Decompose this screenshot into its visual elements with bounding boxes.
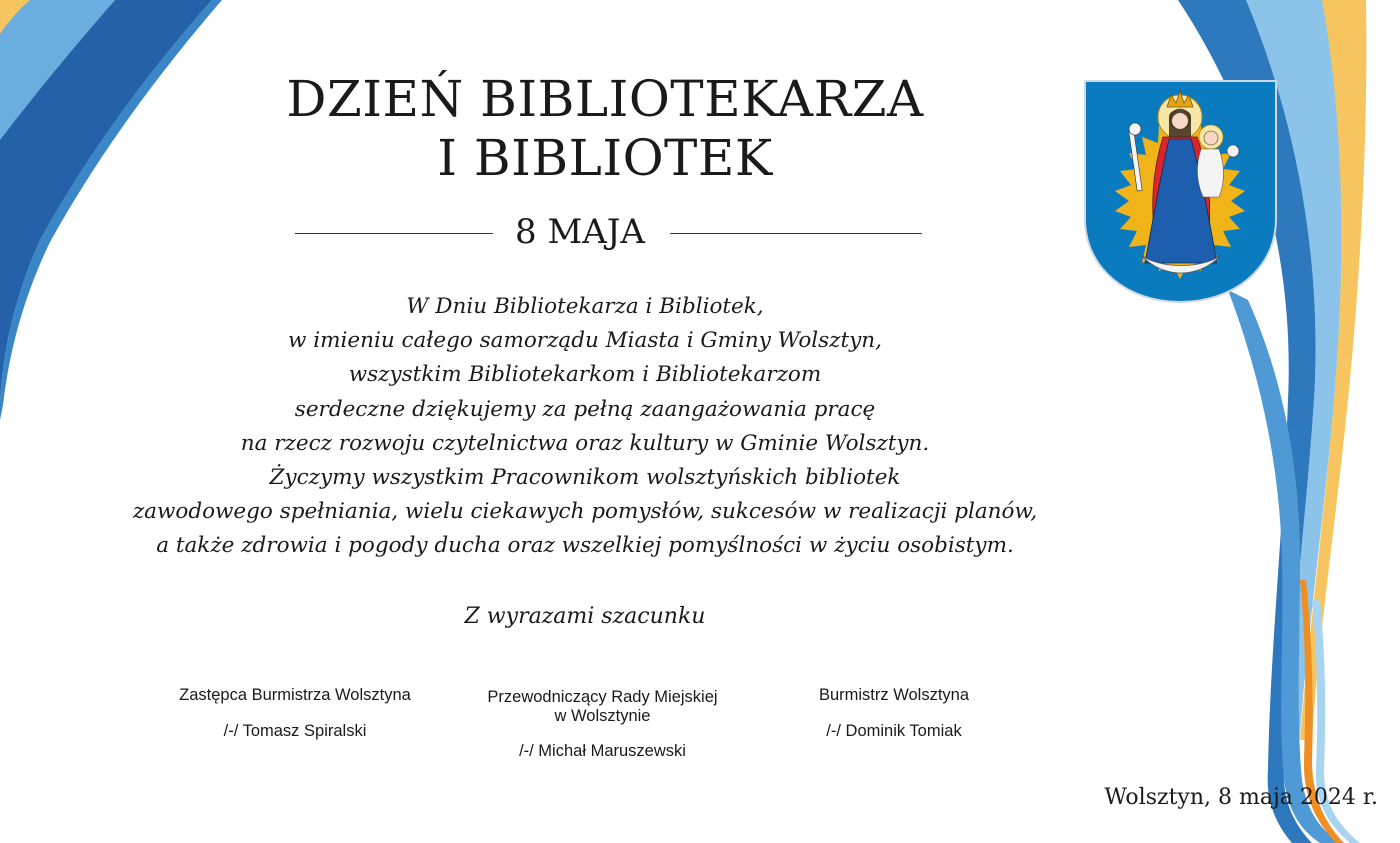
message-line: serdeczne dziękujemy za pełną zaangażowania pracę bbox=[294, 396, 876, 422]
message-line: wszystkim Bibliotekarkom i Bibliotekarzom bbox=[348, 362, 822, 388]
greeting-message bbox=[80, 290, 1090, 564]
message-line: na rzecz rozwoju czytelnictwa oraz kultury w Gminie Wolsztyn. bbox=[240, 430, 930, 456]
signature-role: Przewodniczący Rady Miejskiej bbox=[487, 688, 718, 706]
message-line: w imieniu całego samorządu Miasta i Gminy Wolsztyn, bbox=[288, 328, 882, 354]
date-divider-left bbox=[295, 233, 493, 234]
date-text: 8 MAJA bbox=[515, 212, 645, 252]
signature-council-chair bbox=[455, 688, 750, 761]
signature-role-cont: w Wolsztynie bbox=[554, 707, 651, 725]
signature-name: /-/ Michał Maruszewski bbox=[519, 742, 686, 760]
place-and-date: Wolsztyn, 8 maja 2024 r. bbox=[1104, 785, 1378, 810]
child-body bbox=[1197, 149, 1223, 197]
signature-role: Burmistrz Wolsztyna bbox=[818, 686, 970, 704]
signature-name: /-/ Tomasz Spiralski bbox=[223, 722, 367, 740]
madonna-face bbox=[1172, 113, 1188, 129]
signature-mayor bbox=[770, 686, 1018, 741]
signature-deputy-mayor bbox=[150, 686, 440, 741]
child-head bbox=[1204, 131, 1218, 145]
message-line: Życzymy wszystkim Pracownikom wolsztyńskich bibliotek bbox=[269, 465, 901, 491]
date-divider-right bbox=[670, 233, 922, 234]
coat-of-arms-icon bbox=[1083, 79, 1278, 304]
message-line: a także zdrowia i pogody ducha oraz wszelkiej pomyślności w życiu osobistym. bbox=[156, 533, 1014, 559]
scepter-top bbox=[1129, 123, 1141, 135]
date-heading bbox=[295, 208, 922, 258]
message-line: zawodowego spełniania, wielu ciekawych pomysłów, sukcesów w realizacji planów, bbox=[132, 499, 1038, 525]
signature-name: /-/ Dominik Tomiak bbox=[826, 722, 962, 740]
signature-role: Zastępca Burmistrza Wolsztyna bbox=[179, 686, 411, 704]
message-line: W Dniu Bibliotekarza i Bibliotek, bbox=[406, 294, 764, 319]
title-line-2: I BIBLIOTEK bbox=[437, 129, 773, 187]
orb bbox=[1227, 145, 1239, 157]
closing-phrase: Z wyrazami szacunku bbox=[464, 604, 706, 629]
title-line-1: DZIEŃ BIBLIOTEKARZA bbox=[286, 70, 924, 128]
